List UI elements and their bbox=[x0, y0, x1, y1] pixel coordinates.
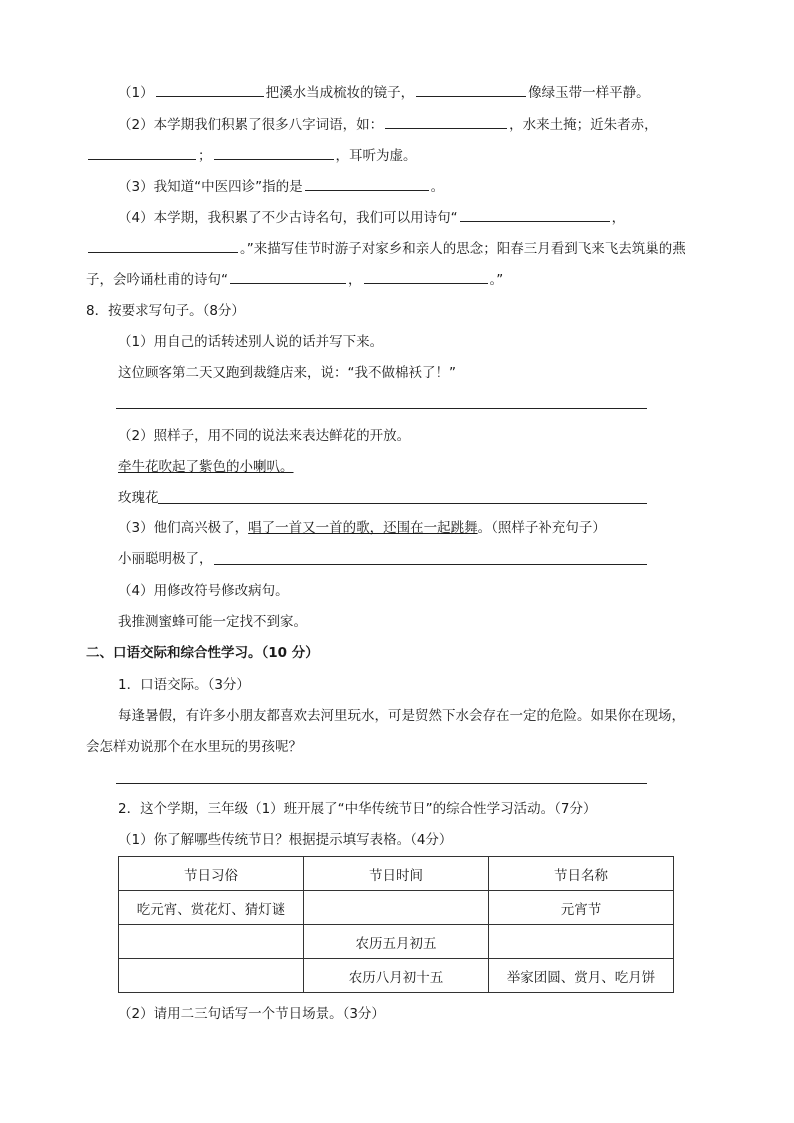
q8-1-prompt: （1）用自己的话转述别人说的话并写下来。 bbox=[118, 334, 384, 350]
q8-1-answer-line[interactable] bbox=[116, 408, 647, 409]
table-header-cell: 节日时间 bbox=[304, 857, 489, 891]
table-row bbox=[119, 925, 674, 959]
q7-4-tail-end: 。” bbox=[489, 272, 504, 288]
table-header-row bbox=[119, 857, 674, 891]
q8-3-answer-line[interactable] bbox=[214, 564, 647, 565]
oral-q1-text-1: 每逢暑假，有许多小朋友都喜欢去河里玩水，可是贸然下水会存在一定的危险。如果你在现场， bbox=[118, 708, 685, 724]
table-cell-blank[interactable] bbox=[119, 925, 304, 959]
q7-2-line-2 bbox=[86, 145, 417, 166]
q7-1-number: （1） bbox=[118, 85, 154, 101]
q8-3-prompt-line bbox=[118, 518, 606, 538]
q7-4-blank-4[interactable] bbox=[364, 269, 488, 284]
table-cell: 举家团圆、赏月、吃月饼 bbox=[489, 959, 674, 993]
q2-sub2: （2）请用二三句话写一个节日场景。（3分） bbox=[118, 1006, 385, 1022]
q8-3-prompt-b: 。（照样子补充句子） bbox=[477, 520, 606, 536]
q7-1-mid-text: 把溪水当成梳妆的镜子， bbox=[265, 85, 415, 101]
q7-2-blank-1[interactable] bbox=[385, 114, 507, 129]
q7-3-line bbox=[118, 176, 444, 197]
q7-4-blank-2[interactable] bbox=[88, 238, 238, 253]
q8-4-sentence: 我推测蜜蜂可能一定找不到家。 bbox=[118, 614, 307, 630]
q7-1-blank-2[interactable] bbox=[416, 82, 526, 97]
table-header-cell: 节日习俗 bbox=[119, 857, 304, 891]
q7-3-blank[interactable] bbox=[305, 176, 429, 191]
table-cell: 吃元宵、赏花灯、猜灯谜 bbox=[119, 891, 304, 925]
table-cell-blank[interactable] bbox=[489, 925, 674, 959]
q7-1-line bbox=[118, 82, 650, 103]
table-cell: 农历八月初十五 bbox=[304, 959, 489, 993]
table-row bbox=[119, 891, 674, 925]
q7-1-end-text: 像绿玉带一样平静。 bbox=[528, 85, 650, 101]
oral-q1-title: 1．口语交际。（3分） bbox=[118, 677, 250, 693]
q7-4-lead-end: ， bbox=[611, 210, 626, 226]
q8-2-start: 玫瑰花 bbox=[118, 490, 159, 506]
q8-2-example: 牵牛花吹起了紫色的小喇叭。 bbox=[118, 459, 294, 475]
q2-title: 2．这个学期，三年级（1）班开展了“中华传统节日”的综合性学习活动。（7分） bbox=[118, 801, 597, 817]
q7-4-tail-sep: ， bbox=[348, 272, 362, 288]
festival-table bbox=[118, 856, 674, 993]
q7-4-line-1 bbox=[118, 207, 625, 228]
q2-sub1: （1）你了解哪些传统节日？根据提示填写表格。（4分） bbox=[118, 832, 453, 848]
q8-4-prompt: （4）用修改符号修改病句。 bbox=[118, 583, 289, 599]
section2-title: 二、口语交际和综合性学习。（10 分） bbox=[86, 645, 319, 661]
q7-2-sep: ； bbox=[198, 148, 212, 164]
oral-q1-text-2: 会怎样劝说那个在水里玩的男孩呢？ bbox=[86, 739, 302, 755]
oral-q1-answer-line[interactable] bbox=[116, 783, 647, 784]
q7-1-blank-1[interactable] bbox=[156, 82, 264, 97]
q8-3-example-underlined: 唱了一首又一首的歌，还围在一起跳舞 bbox=[248, 520, 478, 536]
q7-4-mid: 。”来描写佳节时游子对家乡和亲人的思念；阳春三月看到飞来飞去筑巢的燕 bbox=[240, 241, 686, 257]
q7-2-mid: ，水来土掩；近朱者赤， bbox=[509, 117, 658, 133]
q8-2-prompt: （2）照样子，用不同的说法来表达鲜花的开放。 bbox=[118, 428, 411, 444]
q8-3-start: 小丽聪明极了， bbox=[118, 551, 213, 567]
q7-4-line-2 bbox=[86, 238, 686, 259]
q7-4-tail-start: 子，会吟诵杜甫的诗句“ bbox=[86, 272, 228, 288]
q7-2-blank-3[interactable] bbox=[214, 145, 334, 160]
q7-2-blank-2[interactable] bbox=[88, 145, 196, 160]
q8-title: 8．按要求写句子。（8分） bbox=[86, 303, 245, 319]
q7-2-end: ，耳听为虚。 bbox=[335, 148, 417, 164]
q7-2-line-1 bbox=[118, 114, 658, 135]
q7-2-lead: （2）本学期我们积累了很多八字词语，如： bbox=[118, 117, 384, 133]
q7-4-lead: （4）本学期，我积累了不少古诗名句，我们可以用诗句“ bbox=[118, 210, 458, 226]
q8-3-prompt-a: （3）他们高兴极了， bbox=[118, 520, 249, 536]
q7-4-blank-3[interactable] bbox=[230, 269, 346, 284]
q7-3-end: 。 bbox=[430, 179, 445, 195]
q7-4-blank-1[interactable] bbox=[460, 207, 610, 222]
q7-4-line-3 bbox=[86, 269, 503, 290]
q7-3-lead: （3）我知道“中医四诊”指的是 bbox=[118, 179, 303, 195]
q8-2-answer-line[interactable] bbox=[158, 503, 647, 504]
table-cell-blank[interactable] bbox=[119, 959, 304, 993]
q8-1-sentence: 这位顾客第二天又跑到裁缝店来，说：“我不做棉袄了！” bbox=[118, 365, 456, 381]
table-row bbox=[119, 959, 674, 993]
table-cell: 农历五月初五 bbox=[304, 925, 489, 959]
table-header-cell: 节日名称 bbox=[489, 857, 674, 891]
table-cell: 元宵节 bbox=[489, 891, 674, 925]
table-cell-blank[interactable] bbox=[304, 891, 489, 925]
